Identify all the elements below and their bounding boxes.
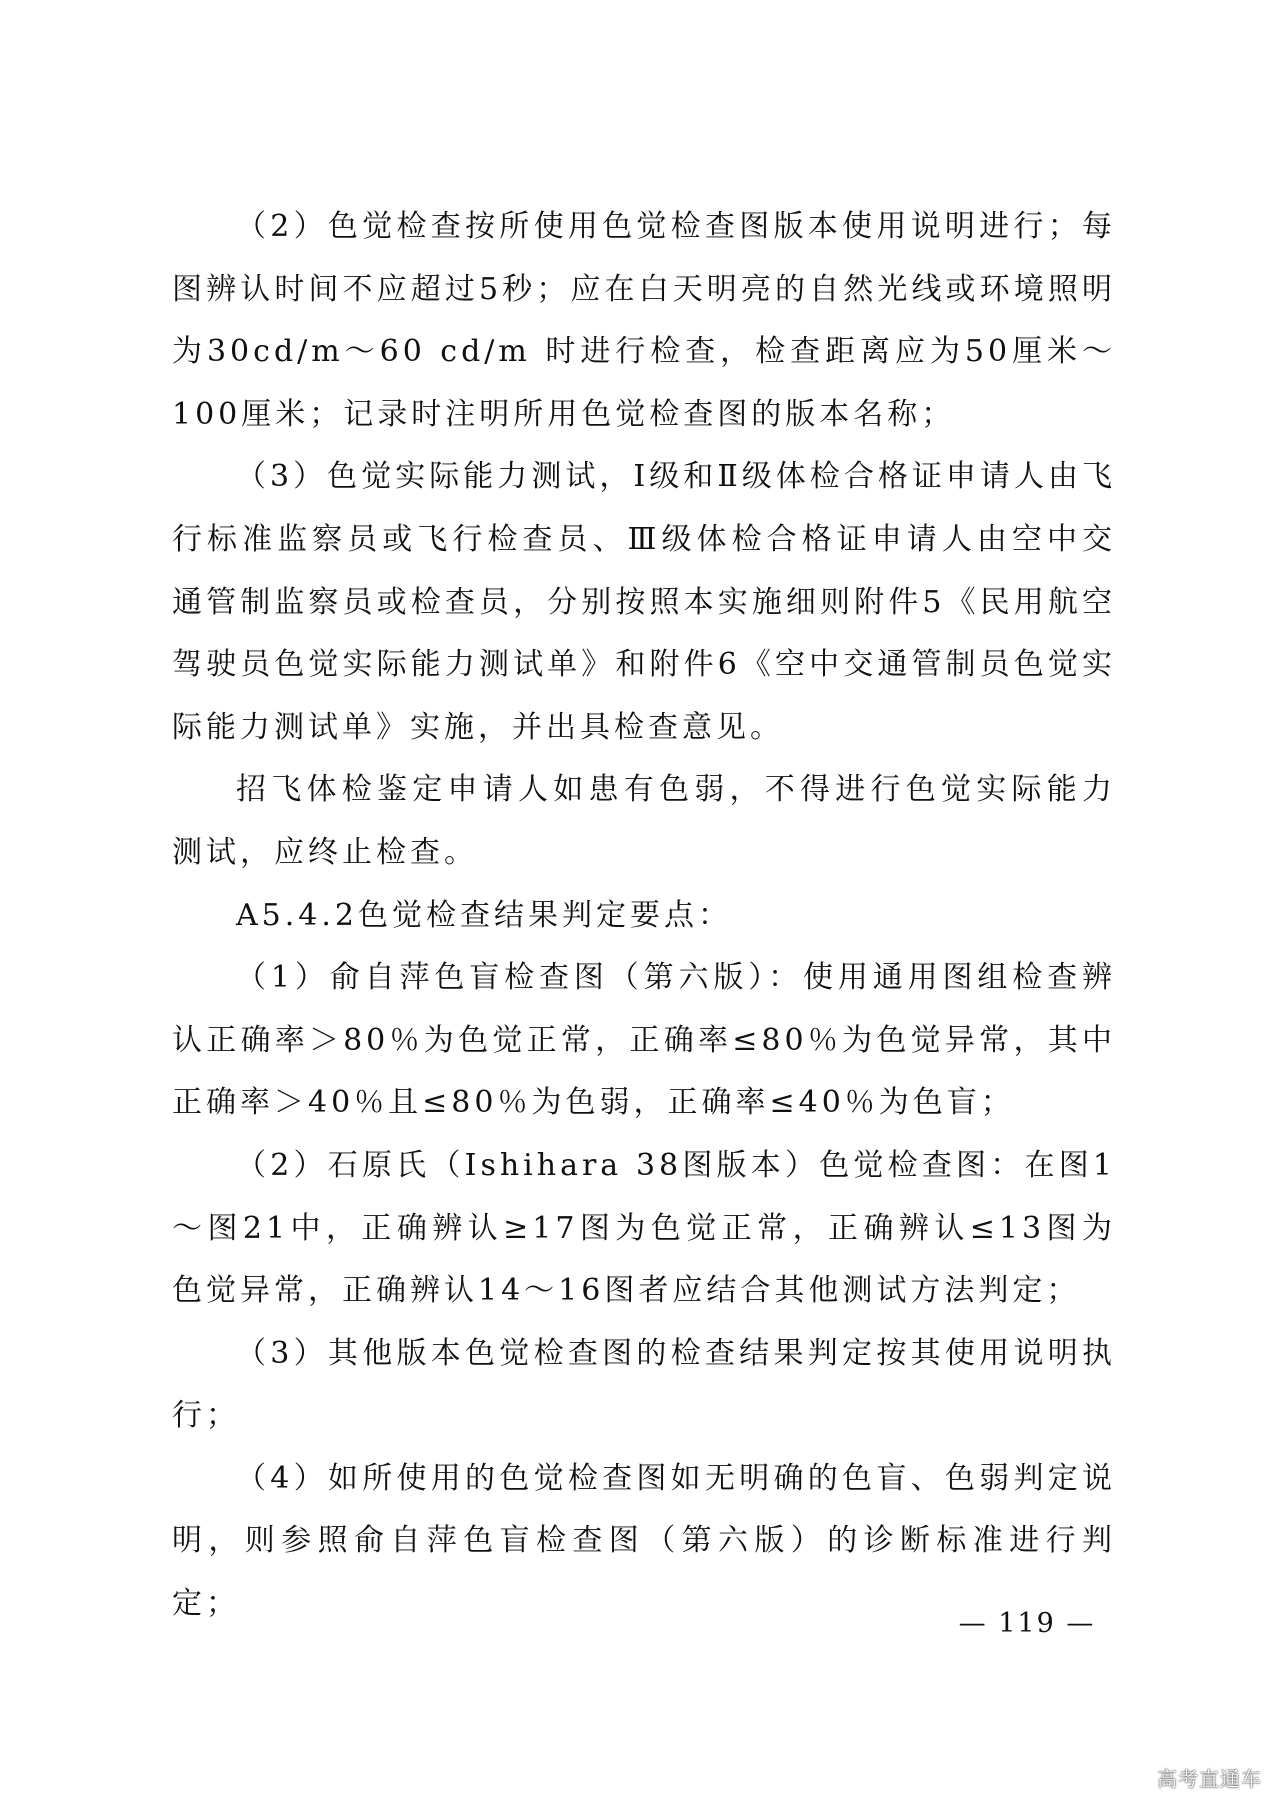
paragraph-yu-ziping-criteria: （1）俞自萍色盲检查图（第六版）：使用通用图组检查辨认正确率＞80％为色觉正常，正确率≤80％为色觉异常，其中正确率＞40％且≤80％为色弱，正确率≤40％为色盲； (172, 960, 1116, 1121)
watermark: 高考直通车 (1157, 1767, 1262, 1791)
paragraph-practical-ability-test: （3）色觉实际能力测试，Ⅰ级和Ⅱ级体检合格证申请人由飞行标准监察员或飞行检查员、Ⅲ级体检合格证申请人由空中交通管制监察员或检查员，分别按照本实施细则附件5《民用航空驾驶员色觉实际能力测试单》和附件6《空中交通管制员色觉实际能力测试单》实施，并出具检查意见。 (172, 459, 1116, 745)
section-heading-result-criteria: A5.4.2色觉检查结果判定要点： (236, 897, 732, 933)
paragraph-pilot-recruitment-note: 招飞体检鉴定申请人如患有色弱，不得进行色觉实际能力测试，应终止检查。 (172, 772, 1116, 870)
paragraph-other-versions: （3）其他版本色觉检查图的检查结果判定按其使用说明执行； (172, 1335, 1116, 1434)
paragraph-no-explicit-criteria: （4）如所使用的色觉检查图如无明确的色盲、色弱判定说明，则参照俞自萍色盲检查图（第六版）的诊断标准进行判定； (172, 1460, 1116, 1622)
paragraph-ishihara-criteria: （2）石原氏（Ishihara 38图版本）色觉检查图：在图1～图21中，正确辨认≥17图为色觉正常，正确辨认≤13图为色觉异常，正确辨认14～16图者应结合其他测试方法判定； (172, 1147, 1116, 1309)
page-number: — 119 — (958, 1608, 1096, 1639)
paragraph-color-vision-test-procedure: （2）色觉检查按所使用色觉检查图版本使用说明进行；每图辨认时间不应超过5秒；应在白天明亮的自然光线或环境照明为30cd/m～60 cd/m 时进行检查，检查距离应为50厘米～100厘米；记录时注明所用色觉检查图的版本名称； (172, 209, 1116, 432)
page-body (172, 196, 1116, 1636)
